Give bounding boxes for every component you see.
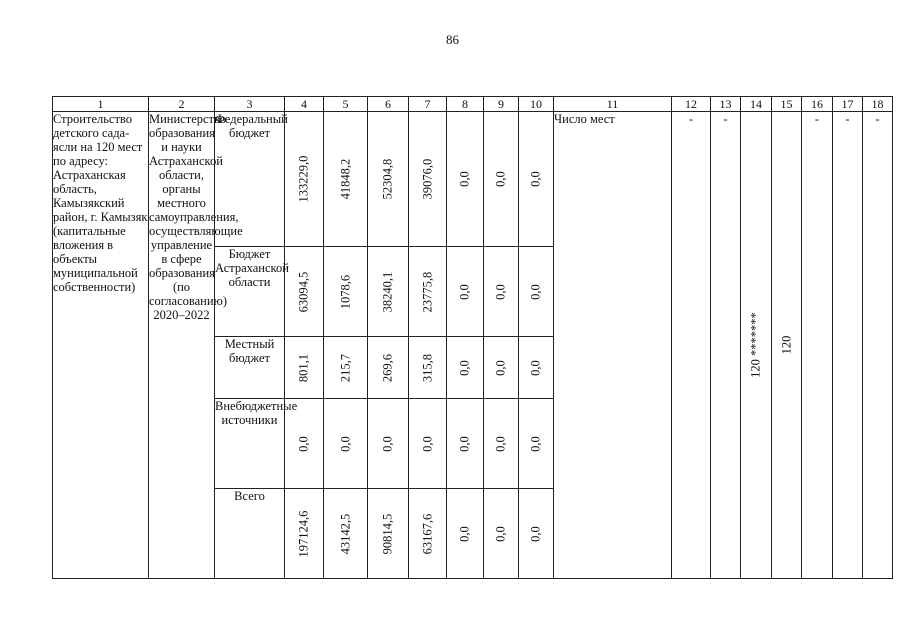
funding-source: Федеральный бюджет (215, 112, 285, 247)
value-cell: 0,0 (519, 337, 554, 399)
value-cell: 0,0 (409, 399, 447, 489)
header-cell: 13 (711, 97, 741, 112)
header-cell: 1 (53, 97, 149, 112)
indicator-value: - (802, 112, 833, 579)
value-cell: 43142,5 (324, 489, 368, 579)
header-cell: 7 (409, 97, 447, 112)
value-cell: 0,0 (285, 399, 324, 489)
value-cell: 41848,2 (324, 112, 368, 247)
value-cell: 0,0 (484, 247, 519, 337)
value-cell: 90814,5 (368, 489, 409, 579)
indicator-value: - (672, 112, 711, 579)
header-cell: 10 (519, 97, 554, 112)
value-cell: 0,0 (519, 112, 554, 247)
value-cell: 52304,8 (368, 112, 409, 247)
value-cell: 315,8 (409, 337, 447, 399)
header-cell: 5 (324, 97, 368, 112)
indicator-value: 120 (772, 112, 802, 579)
indicator-value: 120 ******* (741, 112, 772, 579)
funding-source: Местный бюджет (215, 337, 285, 399)
indicator-value: - (833, 112, 863, 579)
value-cell: 0,0 (447, 399, 484, 489)
value-cell: 197124,6 (285, 489, 324, 579)
budget-table (52, 96, 893, 579)
value-cell: 0,0 (324, 399, 368, 489)
value-cell: 23775,8 (409, 247, 447, 337)
value-cell: 0,0 (519, 247, 554, 337)
header-cell: 6 (368, 97, 409, 112)
value-cell: 0,0 (484, 489, 519, 579)
funding-source: Бюджет Астраханской области (215, 247, 285, 337)
header-cell: 14 (741, 97, 772, 112)
value-cell: 215,7 (324, 337, 368, 399)
value-cell: 0,0 (447, 112, 484, 247)
header-cell: 11 (554, 97, 672, 112)
header-cell: 15 (772, 97, 802, 112)
value-cell: 0,0 (484, 112, 519, 247)
value-cell: 0,0 (519, 399, 554, 489)
indicator-value: - (711, 112, 741, 579)
indicator-value: - (863, 112, 893, 579)
value-cell: 63167,6 (409, 489, 447, 579)
funding-source: Всего (215, 489, 285, 579)
table-row (53, 112, 893, 247)
value-cell: 38240,1 (368, 247, 409, 337)
header-cell: 17 (833, 97, 863, 112)
value-cell: 39076,0 (409, 112, 447, 247)
value-cell: 0,0 (368, 399, 409, 489)
value-cell: 0,0 (447, 489, 484, 579)
page-number: 86 (446, 32, 459, 47)
responsible-executor: Министерство образования и науки Астраханской области, органы местного самоуправления, осуществляющие управление в сфере образования (по согласованию) 2020–2022 (149, 112, 215, 579)
value-cell: 0,0 (484, 399, 519, 489)
indicator-name: Число мест (554, 112, 672, 579)
header-cell: 8 (447, 97, 484, 112)
header-cell: 18 (863, 97, 893, 112)
value-cell: 269,6 (368, 337, 409, 399)
value-cell: 1078,6 (324, 247, 368, 337)
header-cell: 9 (484, 97, 519, 112)
funding-source: Внебюджетные источники (215, 399, 285, 489)
header-cell: 4 (285, 97, 324, 112)
header-row (53, 97, 893, 112)
value-cell: 0,0 (447, 247, 484, 337)
object-description: Строительство детского сада-ясли на 120 мест по адресу: Астраханская область, Камызякский район, г. Камызяк (капитальные вложения в объекты муниципальной собственности) (53, 112, 149, 579)
value-cell: 63094,5 (285, 247, 324, 337)
value-cell: 0,0 (447, 337, 484, 399)
value-cell: 801,1 (285, 337, 324, 399)
header-cell: 2 (149, 97, 215, 112)
header-cell: 3 (215, 97, 285, 112)
value-cell: 0,0 (519, 489, 554, 579)
value-cell: 133229,0 (285, 112, 324, 247)
header-cell: 16 (802, 97, 833, 112)
value-cell: 0,0 (484, 337, 519, 399)
header-cell: 12 (672, 97, 711, 112)
